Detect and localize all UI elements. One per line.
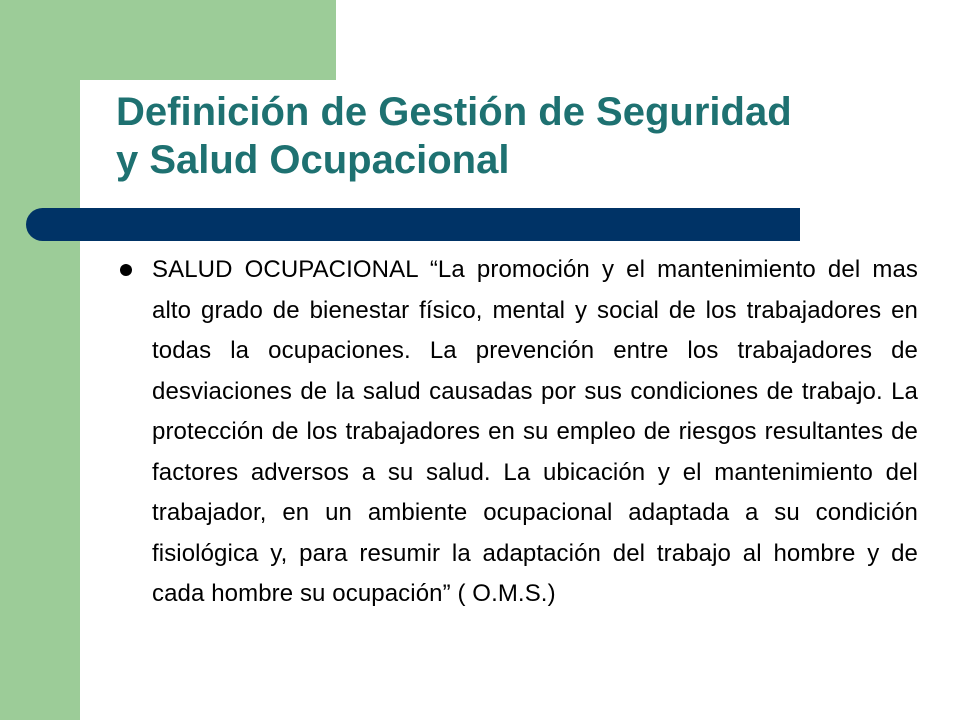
bullet-icon <box>120 264 132 276</box>
slide-title-line-1: Definición de Gestión de Seguridad <box>116 90 792 134</box>
title-divider-bar <box>26 208 800 241</box>
bullet-text: SALUD OCUPACIONAL “La promoción y el mantenimiento del mas alto grado de bienestar físico, mental y social de los trabajadores en todas la ocupaciones. La prevención entre los trabajadores de desviaciones de la salud causadas por sus condiciones de trabajo. La protección de los trabajadores en su empleo de riesgos resultantes de factores adversos a su salud. La ubicación y el mantenimiento del trabajador, en un ambiente ocupacional adaptada a su condición fisiológica y, para resumir la adaptación del trabajo al hombre y de cada hombre su ocupación” ( O.M.S.) <box>152 256 918 607</box>
slide-title-line-2: y Salud Ocupacional <box>116 138 510 182</box>
top-green-band <box>0 0 336 80</box>
slide-title <box>116 88 936 184</box>
left-green-band <box>0 0 80 720</box>
